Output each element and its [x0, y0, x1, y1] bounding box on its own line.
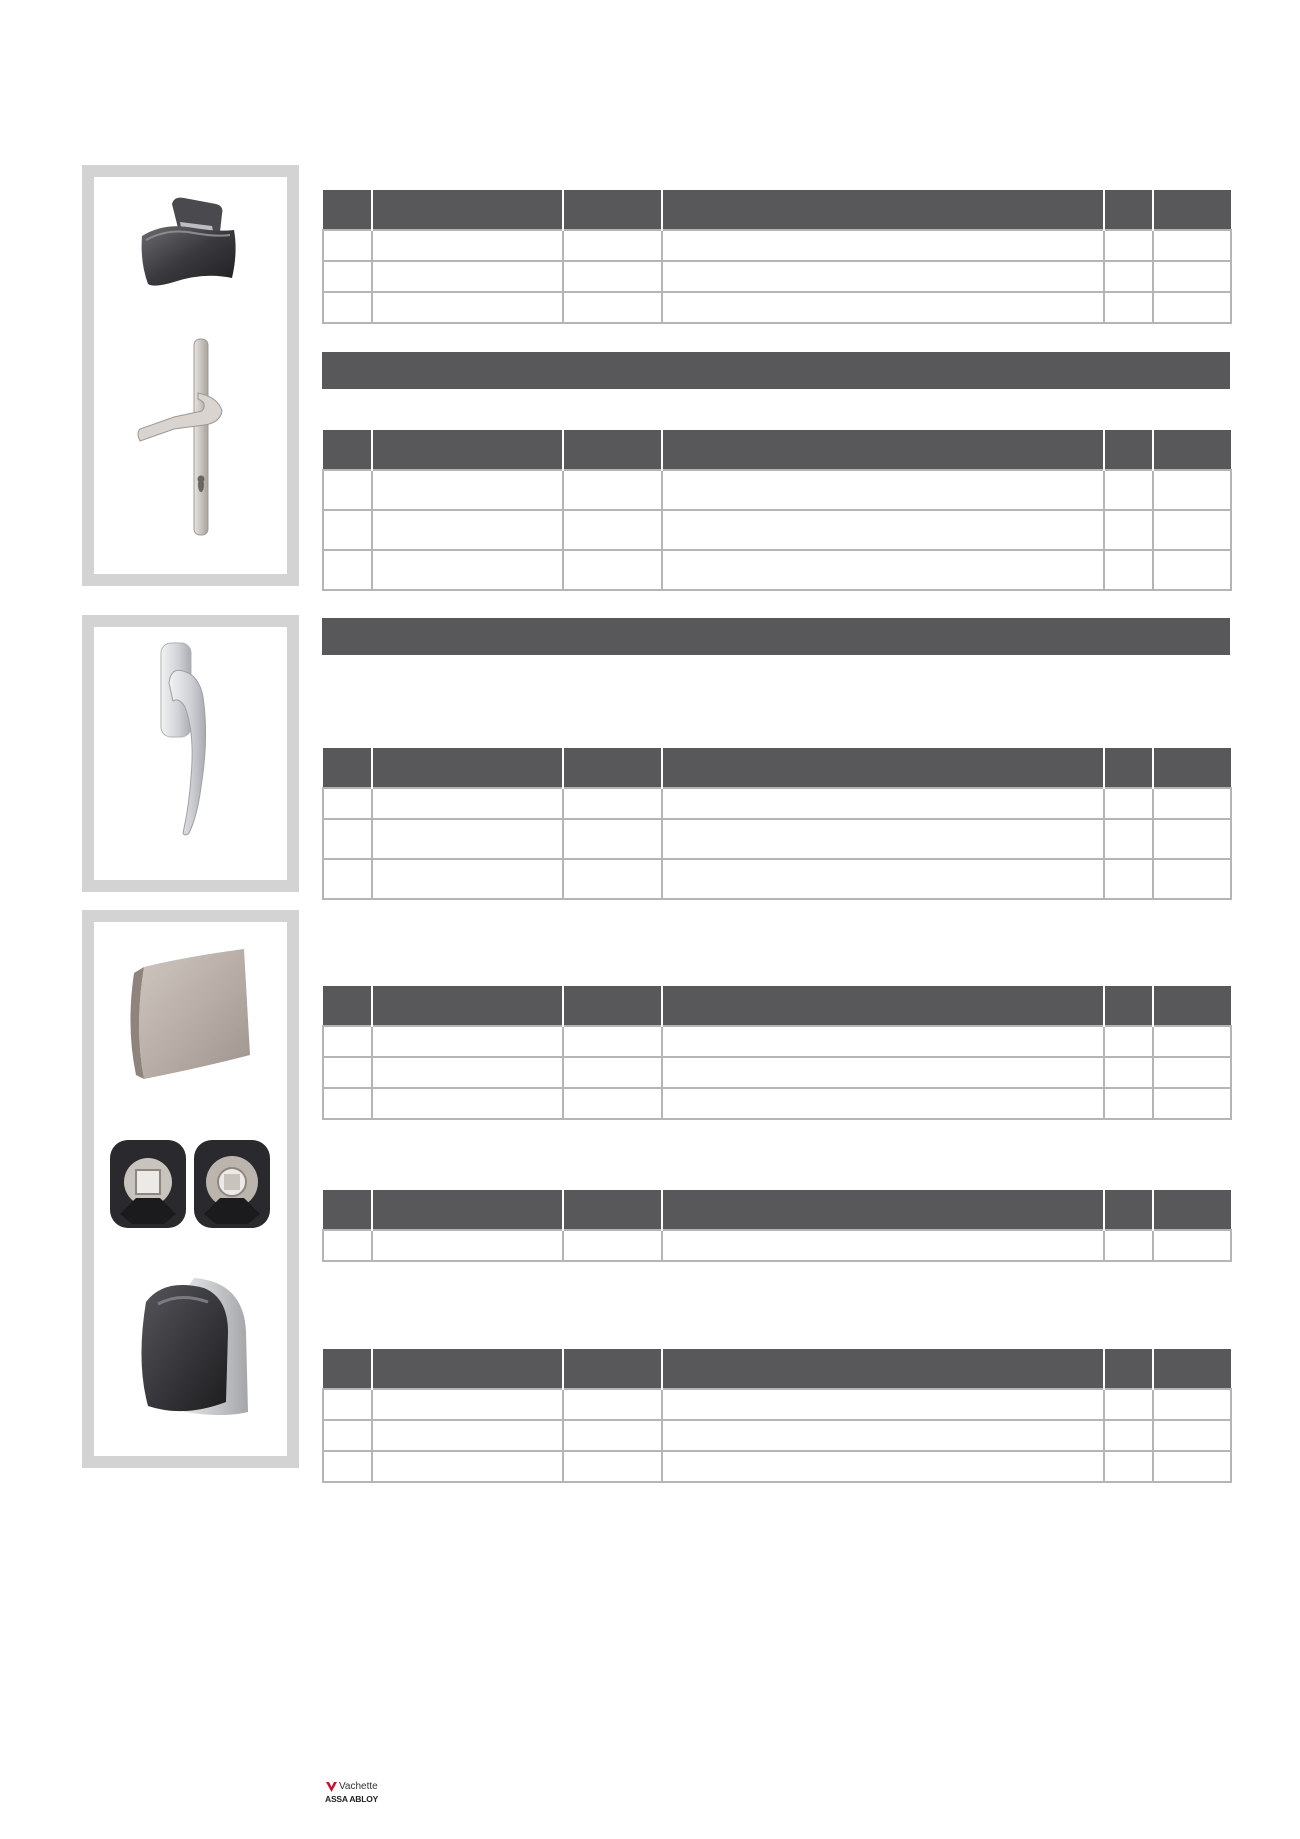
table-row [323, 859, 1231, 899]
table-row [323, 1389, 1231, 1420]
knob-on-rosette-image [134, 192, 244, 302]
table-header-row [323, 1349, 1231, 1389]
table-row [323, 1230, 1231, 1261]
table-row [323, 1088, 1231, 1119]
table-header-row [323, 430, 1231, 470]
product-image-frame [82, 165, 299, 586]
table-row [323, 788, 1231, 819]
long-plate-lever-handle-image [134, 337, 244, 537]
spec-table [322, 430, 1232, 591]
table-row [323, 292, 1231, 323]
table-row [323, 1026, 1231, 1057]
table-row [323, 1451, 1231, 1482]
section-header-bar [322, 352, 1230, 389]
product-image-frame [82, 615, 299, 892]
table-row [323, 819, 1231, 859]
table-row [323, 470, 1231, 510]
table-header-row [323, 748, 1231, 788]
table-header-row [323, 190, 1231, 230]
table-row [323, 510, 1231, 550]
brand-group-name: ASSA ABLOY [325, 1794, 379, 1804]
adapter-plates-image [106, 1134, 276, 1234]
table-header-row [323, 986, 1231, 1026]
dark-knob-image [124, 1272, 254, 1422]
section-header-bar [322, 618, 1230, 655]
window-handle-image [139, 637, 249, 847]
vachette-v-icon [325, 1781, 338, 1793]
spec-table [322, 190, 1232, 324]
table-header-row [323, 1190, 1231, 1230]
spec-table [322, 1190, 1232, 1262]
table-row [323, 1057, 1231, 1088]
spec-table [322, 748, 1232, 900]
table-row [323, 261, 1231, 292]
brand-name: Vachette [339, 1781, 378, 1792]
table-row [323, 230, 1231, 261]
spec-table [322, 986, 1232, 1120]
product-image-frame [82, 910, 299, 1468]
square-knob-image [124, 937, 254, 1087]
spec-table [322, 1349, 1232, 1483]
table-row [323, 550, 1231, 590]
table-row [323, 1420, 1231, 1451]
